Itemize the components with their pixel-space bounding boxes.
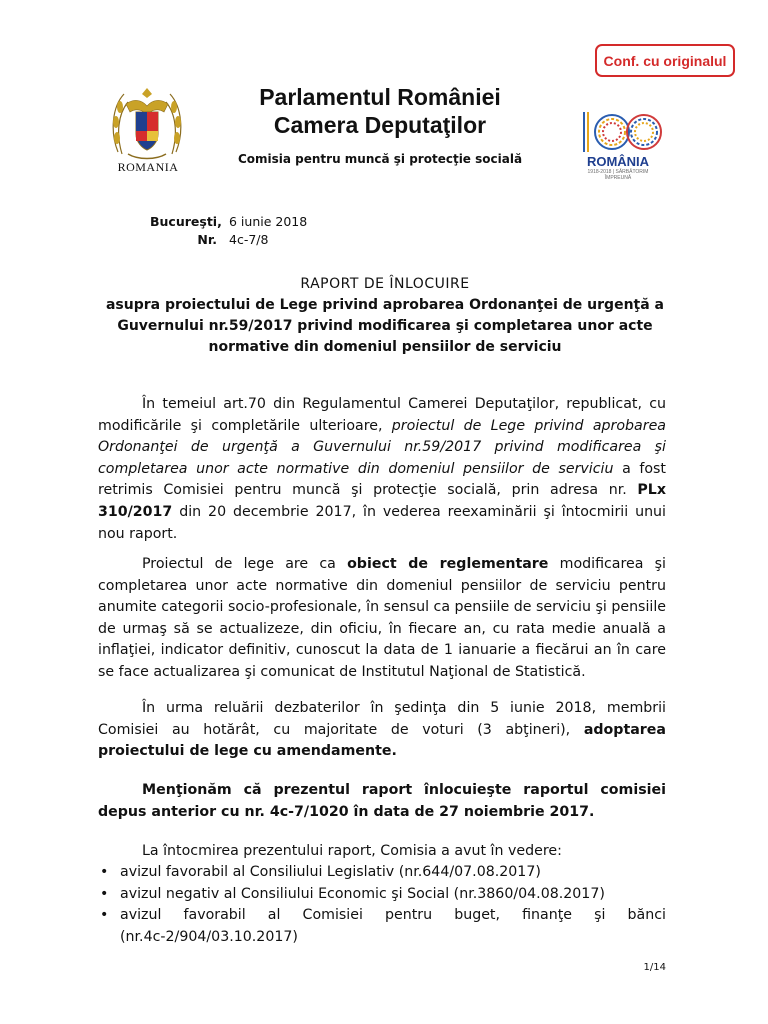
city-label: Bucureşti, [150, 214, 222, 229]
page-title: Parlamentul României [259, 84, 501, 110]
list-item: • avizul favorabil al Consiliului Legislativ (nr.644/07.08.2017) [100, 864, 541, 880]
crest-label: ROMANIA [117, 160, 179, 174]
nr-label: Nr. [197, 232, 217, 247]
list-item: • avizul negativ al Consiliului Economic şi Social (nr.3860/04.08.2017) [100, 886, 605, 902]
logo-subtext: 1918-2018 | SĂRBĂTORIM ÎMPREUNĂ [587, 169, 649, 181]
conformity-stamp [595, 44, 735, 77]
paragraph-3: În urma reluării dezbaterilor în şedinţa din 5 iunie 2018, membrii Comisiei au hotărât, cu majoritate de voturi (3 abţineri), adoptarea proiectului de lege cu amendamente. [98, 700, 666, 760]
report-title-line4: normative din domeniul pensiilor de serviciu [208, 339, 562, 355]
report-title-line2: asupra proiectului de Lege privind aprobarea Ordonanţei de urgenţă a [105, 297, 664, 313]
page-number: 1/14 [643, 962, 666, 973]
centenary-logo-icon [574, 108, 664, 178]
report-title-line1: RAPORT DE ÎNLOCUIRE [300, 276, 470, 292]
commission-name: Comisia pentru muncă şi protecţie socială [237, 152, 523, 166]
meta-nr-row [150, 232, 268, 247]
stamp-text: Conf. cu originalul [603, 52, 727, 69]
registration-number: 4c-7/8 [229, 232, 269, 247]
paragraph-2: Proiectul de lege are ca obiect de reglementare modificarea şi completarea unor acte normative din domeniul pensiilor de serviciu pentru anumite categorii socio-profesionale, în sensul ca pensiile de serviciu şi pensiile de urmaş să se actualizeze, din oficiu, în fiecare an, cu rata medie anuală a inflaţiei, indicator definitiv, cunoscut la data de 1 ianuarie a fiecărui an în care se face actualizarea şi comunicat de Institutul Naţional de Statistică. [98, 556, 667, 680]
meta-date-row [150, 214, 307, 229]
report-date: 6 iunie 2018 [229, 214, 308, 229]
paragraph-5: La întocmirea prezentului raport, Comisia a avut în vedere: [142, 843, 562, 859]
page-subtitle: Camera Deputaţilor [273, 112, 487, 138]
logo-text: ROMÂNIA [586, 154, 650, 169]
report-title [90, 274, 680, 358]
paragraph-1: În temeiul art.70 din Regulamentul Camerei Deputaţilor, republicat, cu modificările şi completările ulterioare, proiectul de Lege privind aprobarea Ordonanţei de urgenţă a Guvernului nr.59/2017 privind modificarea şi completarea unor acte normative din domeniul pensiilor de serviciu a fost retrimis Comisiei pentru muncă şi protecţie socială, prin adresa nr. PLx 310/2017 din 20 decembrie 2017, în vederea reexaminării şi întocmirii unui nou raport. [98, 396, 666, 542]
report-title-line3: Guvernului nr.59/2017 privind modificarea şi completarea unor acte [117, 318, 653, 334]
list-item: • avizul favorabil al Comisiei pentru buget, finanţe şi bănci [100, 907, 666, 923]
paragraph-4: Menţionăm că prezentul raport înlocuieşte raportul comisiei depus anterior cu nr. 4c-7/1020 în data de 27 noiembrie 2017. [98, 782, 666, 820]
list-item-continuation: (nr.4c-2/904/03.10.2017) [120, 929, 298, 945]
